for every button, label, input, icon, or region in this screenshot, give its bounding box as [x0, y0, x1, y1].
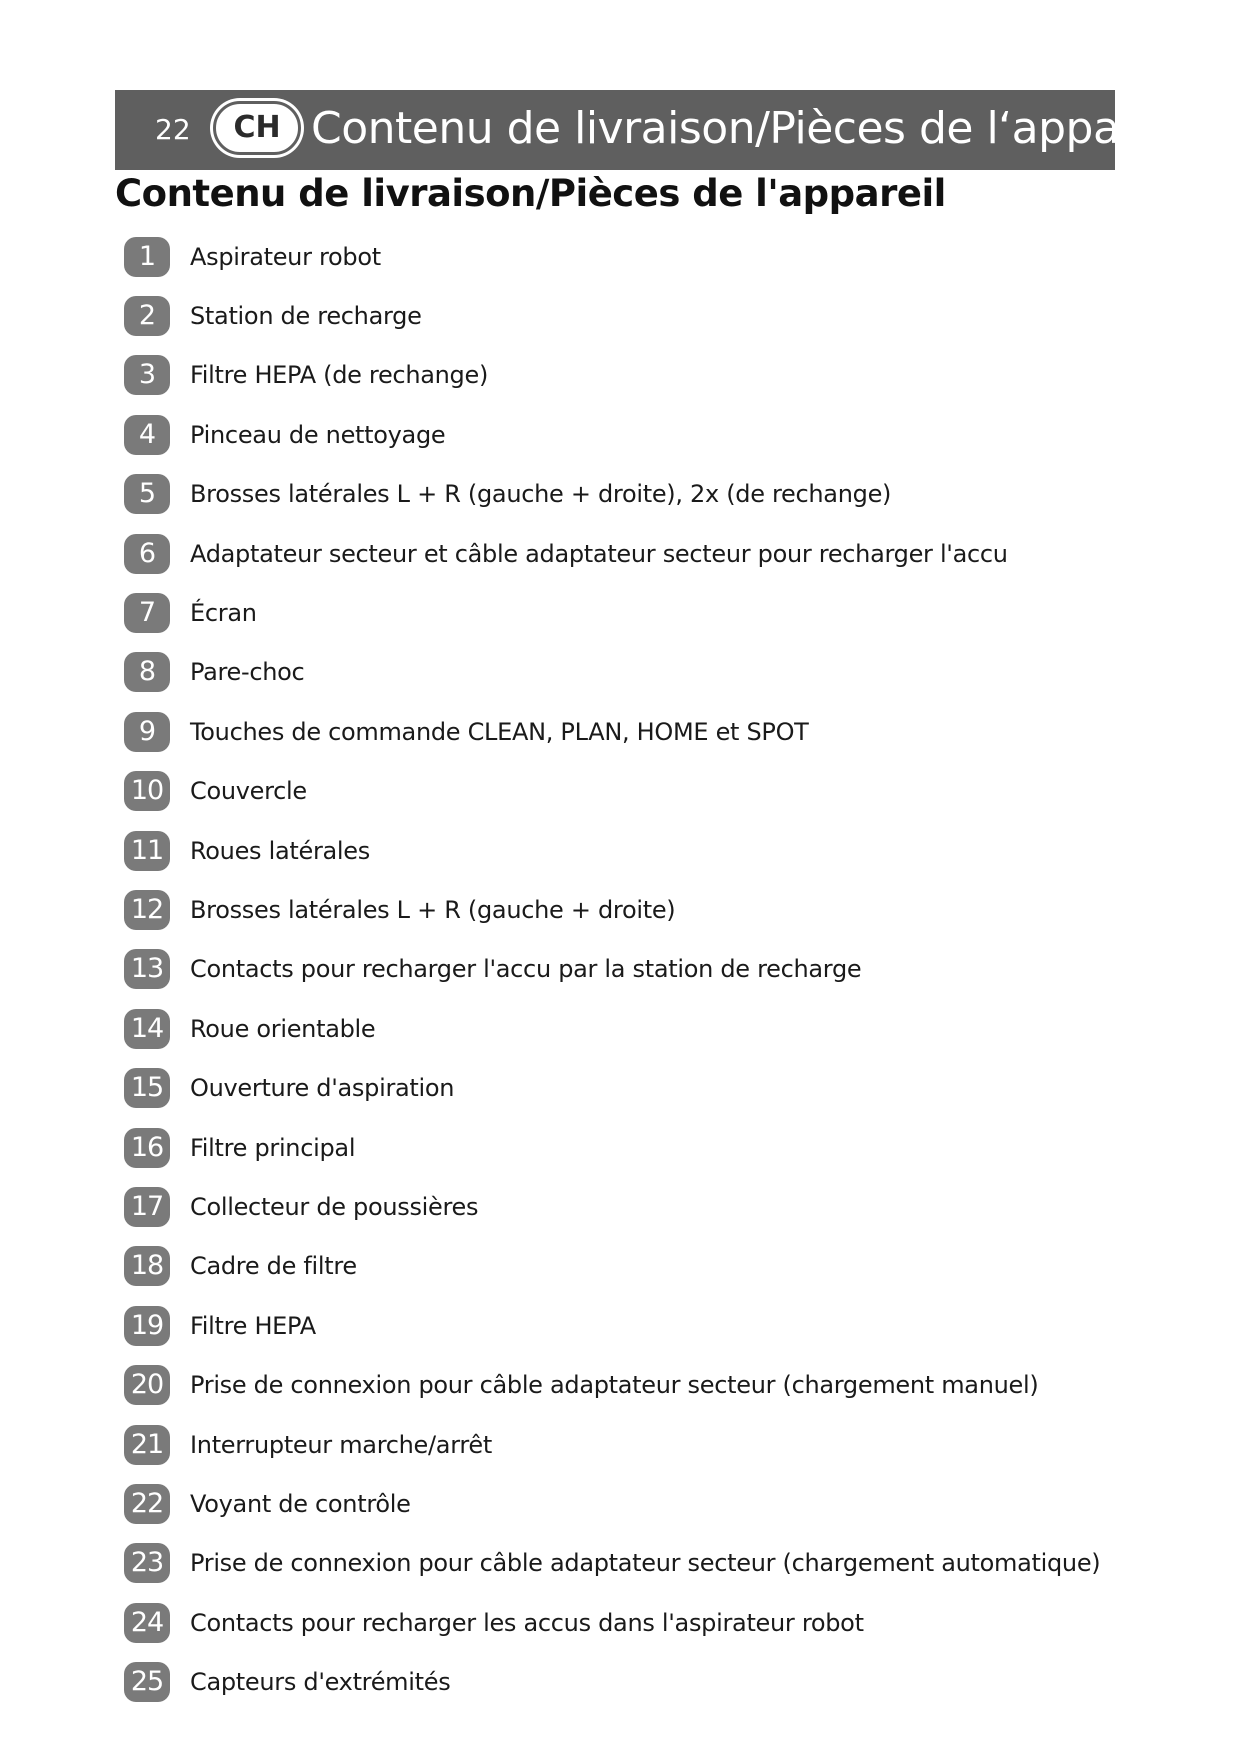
list-item — [124, 762, 1100, 821]
list-item — [124, 1355, 1100, 1414]
list-item — [124, 1058, 1100, 1117]
part-label: Capteurs d'extrémités — [190, 1668, 451, 1697]
part-label: Pare-choc — [190, 658, 305, 687]
part-label: Cadre de filtre — [190, 1252, 357, 1281]
list-item — [124, 524, 1100, 583]
part-number-badge: 18 — [124, 1246, 170, 1286]
list-item — [124, 583, 1100, 642]
part-label: Filtre principal — [190, 1133, 356, 1162]
list-item — [124, 405, 1100, 464]
part-label: Brosses latérales L + R (gauche + droite) — [190, 895, 676, 924]
part-label: Touches de commande CLEAN, PLAN, HOME et SPOT — [190, 717, 809, 746]
part-label: Contacts pour recharger l'accu par la station de recharge — [190, 955, 862, 984]
part-number-badge: 15 — [124, 1068, 170, 1108]
part-number-badge: 8 — [124, 652, 170, 692]
list-item — [124, 465, 1100, 524]
section-heading: Contenu de livraison/Pièces de l'appareil — [115, 172, 946, 215]
part-label: Contacts pour recharger les accus dans l'aspirateur robot — [190, 1608, 864, 1637]
header-title: Contenu de livraison/Pièces de l‘appareil — [311, 103, 1187, 154]
list-item — [124, 346, 1100, 405]
part-number-badge: 20 — [124, 1365, 170, 1405]
part-number-badge: 1 — [124, 237, 170, 277]
part-label: Filtre HEPA (de rechange) — [190, 361, 489, 390]
list-item — [124, 999, 1100, 1058]
part-number-badge: 9 — [124, 712, 170, 752]
list-item — [124, 643, 1100, 702]
part-label: Adaptateur secteur et câble adaptateur secteur pour recharger l'accu — [190, 539, 1008, 568]
part-label: Écran — [190, 599, 257, 628]
list-item — [124, 1593, 1100, 1652]
part-number-badge: 4 — [124, 415, 170, 455]
part-number-badge: 13 — [124, 949, 170, 989]
list-item — [124, 1237, 1100, 1296]
part-label: Voyant de contrôle — [190, 1489, 411, 1518]
parts-list — [124, 227, 1100, 1712]
list-item — [124, 1652, 1100, 1711]
part-number-badge: 3 — [124, 355, 170, 395]
part-number-badge: 22 — [124, 1484, 170, 1524]
list-item — [124, 702, 1100, 761]
part-number-badge: 21 — [124, 1425, 170, 1465]
list-item — [124, 1415, 1100, 1474]
list-item — [124, 227, 1100, 286]
country-code-badge: CH — [213, 101, 301, 155]
part-label: Roue orientable — [190, 1014, 376, 1043]
part-number-badge: 12 — [124, 890, 170, 930]
list-item — [124, 940, 1100, 999]
part-number-badge: 25 — [124, 1662, 170, 1702]
list-item — [124, 286, 1100, 345]
part-number-badge: 7 — [124, 593, 170, 633]
part-number-badge: 16 — [124, 1128, 170, 1168]
part-label: Interrupteur marche/arrêt — [190, 1430, 492, 1459]
part-number-badge: 17 — [124, 1187, 170, 1227]
part-label: Aspirateur robot — [190, 242, 381, 271]
part-label: Filtre HEPA — [190, 1311, 316, 1340]
list-item — [124, 880, 1100, 939]
part-number-badge: 14 — [124, 1009, 170, 1049]
part-number-badge: 2 — [124, 296, 170, 336]
part-label: Pinceau de nettoyage — [190, 420, 446, 449]
list-item — [124, 1534, 1100, 1593]
part-label: Prise de connexion pour câble adaptateur secteur (chargement automatique) — [190, 1549, 1101, 1578]
list-item — [124, 1296, 1100, 1355]
list-item — [124, 1177, 1100, 1236]
part-number-badge: 11 — [124, 831, 170, 871]
part-label: Couvercle — [190, 777, 307, 806]
part-number-badge: 19 — [124, 1306, 170, 1346]
list-item — [124, 1118, 1100, 1177]
list-item — [124, 1474, 1100, 1533]
list-item — [124, 821, 1100, 880]
part-number-badge: 24 — [124, 1603, 170, 1643]
part-number-badge: 10 — [124, 771, 170, 811]
part-number-badge: 6 — [124, 534, 170, 574]
part-label: Station de recharge — [190, 302, 422, 331]
part-label: Roues latérales — [190, 836, 370, 865]
part-label: Prise de connexion pour câble adaptateur secteur (chargement manuel) — [190, 1371, 1039, 1400]
page-number: 22 — [155, 113, 191, 146]
part-number-badge: 23 — [124, 1543, 170, 1583]
part-label: Brosses latérales L + R (gauche + droite), 2x (de rechange) — [190, 480, 892, 509]
page-header-bar — [115, 90, 1187, 170]
part-number-badge: 5 — [124, 474, 170, 514]
part-label: Collecteur de poussières — [190, 1192, 479, 1221]
part-label: Ouverture d'aspiration — [190, 1074, 455, 1103]
